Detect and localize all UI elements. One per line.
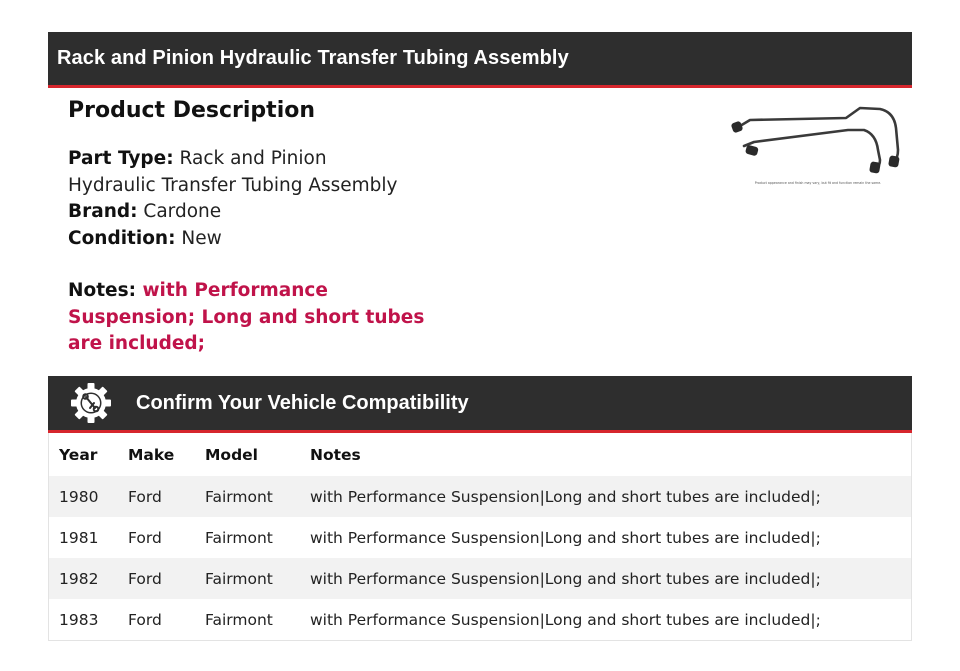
cell-notes: with Performance Suspension|Long and short tubes are included|;: [300, 558, 911, 599]
cell-year: 1983: [49, 599, 118, 640]
condition-label: Condition:: [68, 227, 176, 249]
cell-year: 1981: [49, 517, 118, 558]
cell-notes: with Performance Suspension|Long and short tubes are included|;: [300, 476, 911, 517]
image-caption: Product appearance and finish may vary, but fit and function remain the same.: [754, 181, 882, 185]
cell-notes: with Performance Suspension|Long and short tubes are included|;: [300, 517, 911, 558]
table-header-row: [49, 433, 911, 476]
brand-value: Cardone: [143, 201, 222, 222]
cell-make: Ford: [118, 599, 195, 640]
product-title-bar: [48, 32, 912, 88]
part-type-field: [68, 146, 418, 199]
cell-year: 1980: [49, 476, 118, 517]
cell-make: Ford: [118, 558, 195, 599]
table-row: [49, 517, 911, 558]
part-type-label: Part Type:: [68, 148, 174, 169]
notes-label: Notes:: [68, 280, 136, 301]
cell-model: Fairmont: [195, 558, 300, 599]
brand-label: Brand:: [68, 201, 138, 222]
notes-field: [68, 278, 448, 358]
notes-value: with Performance Suspension; Long and short tubes are included;: [68, 280, 425, 354]
column-header-year: Year: [59, 445, 98, 464]
compatibility-table: [48, 433, 912, 641]
compatibility-heading: Confirm Your Vehicle Compatibility: [136, 391, 469, 414]
column-header-notes: Notes: [310, 445, 361, 464]
compatibility-header: [48, 376, 912, 433]
brand-field: [68, 199, 418, 226]
cell-year: 1982: [49, 558, 118, 599]
product-image: [728, 100, 908, 188]
description-heading: Product Description: [68, 98, 316, 123]
tubing-illustration-icon: [728, 100, 908, 188]
cell-model: Fairmont: [195, 476, 300, 517]
cell-make: Ford: [118, 517, 195, 558]
cell-notes: with Performance Suspension|Long and short tubes are included|;: [300, 599, 911, 640]
table-row: [49, 599, 911, 640]
condition-field: [68, 226, 418, 253]
column-header-make: Make: [128, 445, 175, 464]
column-header-model: Model: [205, 445, 258, 464]
cell-make: Ford: [118, 476, 195, 517]
condition-value: New: [181, 227, 222, 249]
table-row: [49, 476, 911, 517]
product-title: Rack and Pinion Hydraulic Transfer Tubing Assembly: [57, 47, 569, 69]
cell-model: Fairmont: [195, 517, 300, 558]
part-type-value: Rack and Pinion Hydraulic Transfer Tubing Assembly: [68, 148, 398, 196]
product-description: [68, 96, 688, 358]
gear-wrench-icon: [69, 381, 113, 425]
table-row: [49, 558, 911, 599]
cell-model: Fairmont: [195, 599, 300, 640]
